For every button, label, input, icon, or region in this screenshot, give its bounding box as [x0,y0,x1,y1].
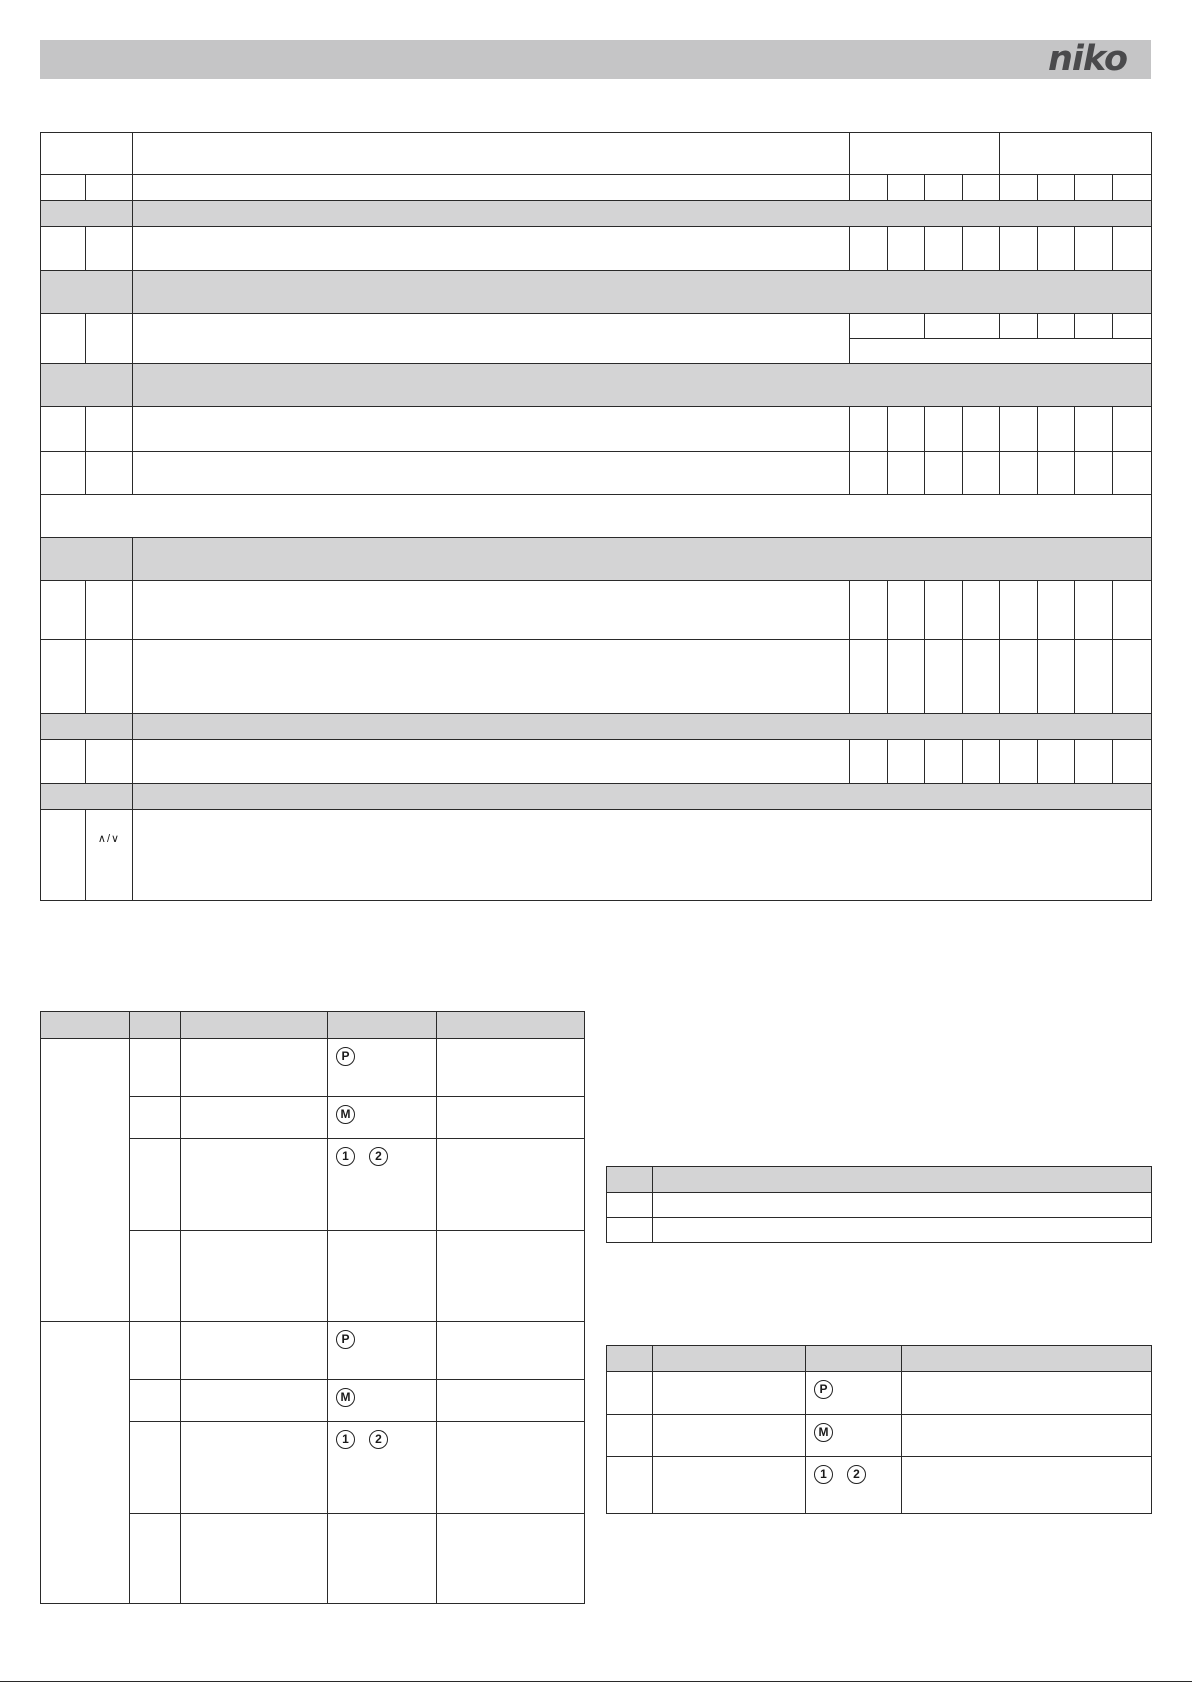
table-row [41,640,1152,714]
main-table [40,132,1152,901]
cell [1000,407,1038,452]
cell [607,1372,653,1415]
cell [925,581,963,640]
table-header-row [41,1012,585,1039]
section-row [41,784,1152,810]
cell [1113,452,1152,495]
cell [963,407,1000,452]
cell [1075,407,1113,452]
cell [41,175,86,201]
cell [41,227,86,271]
cell [1000,581,1038,640]
cell [437,1422,585,1514]
cell [86,581,133,640]
cell [328,1097,437,1139]
cell [1038,581,1075,640]
cell [328,1139,437,1231]
cell [1038,740,1075,784]
cell [1113,640,1152,714]
cell [181,1422,328,1514]
table-row [607,1415,1152,1457]
cell [437,1514,585,1604]
cell [437,1322,585,1380]
cell [1075,740,1113,784]
p-button-icon: P [336,1047,355,1066]
table-row [607,1193,1152,1218]
table-header-row [607,1167,1152,1193]
cell [130,1231,181,1322]
table-row [41,1322,585,1380]
cell [328,1422,437,1514]
cell [607,1218,653,1243]
button-2-icon: 2 [369,1147,388,1166]
header-bar [40,40,1151,79]
header-cell [41,1012,130,1039]
cell [181,1139,328,1231]
cell [850,407,888,452]
cell [130,1422,181,1514]
cell [1000,452,1038,495]
cell [130,1380,181,1422]
cell [86,640,133,714]
cell [41,810,86,901]
cell [1038,407,1075,452]
niko-logo: niko [1048,39,1127,79]
cell [1075,640,1113,714]
cell [437,1380,585,1422]
cell [925,407,963,452]
header-cell [806,1346,902,1372]
table-row [41,407,1152,452]
cell [86,740,133,784]
cell [850,339,1152,364]
cell [328,1231,437,1322]
cell [925,175,963,201]
cell [130,1514,181,1604]
cell [1113,581,1152,640]
cell [653,1415,806,1457]
cell [1075,227,1113,271]
section-cell [41,364,133,407]
section-row [41,714,1152,740]
cell [86,407,133,452]
cell [925,740,963,784]
cell [850,740,888,784]
cell [133,407,850,452]
header-cell [653,1346,806,1372]
right-table-bottom [606,1345,1152,1514]
section-cell [41,538,133,581]
cell [963,227,1000,271]
section-cell [133,784,1152,810]
cell [850,452,888,495]
cell [130,1322,181,1380]
cell [850,640,888,714]
cell [181,1039,328,1097]
cell [607,1415,653,1457]
cell [888,452,925,495]
cell [181,1322,328,1380]
footer-divider [0,1681,1192,1682]
note-row [41,495,1152,538]
table-row [607,1372,1152,1415]
section-cell [133,714,1152,740]
cell [86,452,133,495]
p-button-icon: P [814,1380,833,1399]
cell [806,1415,902,1457]
section-cell [41,201,133,227]
cell [888,175,925,201]
cell [888,407,925,452]
group-cell [41,1322,130,1604]
p-button-icon: P [336,1330,355,1349]
table-header-row [607,1346,1152,1372]
cell [133,175,850,201]
cell [181,1097,328,1139]
cell [181,1231,328,1322]
header-cell [607,1167,653,1193]
cell [607,1457,653,1514]
cell [1075,452,1113,495]
left-table [40,1011,585,1604]
cell [133,581,850,640]
cell [328,1039,437,1097]
cell [1075,314,1113,339]
header-cell [181,1012,328,1039]
section-cell [133,271,1152,314]
section-cell [133,364,1152,407]
table-row [41,581,1152,640]
button-2-icon: 2 [847,1465,866,1484]
cell [607,1193,653,1218]
section-cell [41,271,133,314]
header-cell [653,1167,1152,1193]
cell [1000,740,1038,784]
cell [1000,640,1038,714]
button-1-icon: 1 [336,1147,355,1166]
table-row [41,810,1152,901]
header-cell [41,133,133,175]
cell [41,452,86,495]
header-cell [437,1012,585,1039]
cell [902,1415,1152,1457]
cell [1113,407,1152,452]
cell [806,1457,902,1514]
cell [850,175,888,201]
cell [1000,227,1038,271]
cell [130,1097,181,1139]
cell [328,1380,437,1422]
cell [653,1372,806,1415]
cell [1075,175,1113,201]
m-button-icon: M [336,1105,355,1124]
table-row [607,1457,1152,1514]
cell [888,640,925,714]
cell [850,227,888,271]
cell [1038,175,1075,201]
cell [925,640,963,714]
cell [181,1380,328,1422]
cell [902,1372,1152,1415]
cell [133,640,850,714]
group-cell [41,1039,130,1322]
section-cell [133,201,1152,227]
header-cell [133,133,850,175]
cell [653,1193,1152,1218]
cell [1000,314,1038,339]
cell [963,581,1000,640]
cell [41,581,86,640]
cell [130,1039,181,1097]
section-cell [41,784,133,810]
m-button-icon: M [814,1423,833,1442]
table-row [41,740,1152,784]
cell [1038,227,1075,271]
cell [437,1231,585,1322]
cell [1113,740,1152,784]
cell [133,740,850,784]
section-cell [133,538,1152,581]
cell [437,1139,585,1231]
cell [850,581,888,640]
cell [1113,175,1152,201]
right-table-top [606,1166,1152,1243]
cell [133,227,850,271]
header-cell [607,1346,653,1372]
cell [86,175,133,201]
cell [806,1372,902,1415]
cell [653,1457,806,1514]
table-row [41,452,1152,495]
header-cell [1000,133,1152,175]
cell [653,1218,1152,1243]
header-cell [850,133,1000,175]
cell [963,452,1000,495]
table-row [607,1218,1152,1243]
cell [437,1039,585,1097]
cell [888,740,925,784]
cell [888,581,925,640]
cell [41,740,86,784]
section-row [41,271,1152,314]
cell [1000,175,1038,201]
m-button-icon: M [336,1388,355,1407]
section-row [41,538,1152,581]
cell [1038,314,1075,339]
table-row [41,1039,585,1097]
table-row [41,314,1152,339]
cell [86,314,133,364]
header-cell [328,1012,437,1039]
cell [925,314,1000,339]
cell [133,452,850,495]
button-2-icon: 2 [369,1430,388,1449]
cell [133,810,1152,901]
cell [902,1457,1152,1514]
cell [1075,581,1113,640]
section-cell [41,714,133,740]
table-subheader-row [41,175,1152,201]
button-1-icon: 1 [814,1465,833,1484]
section-row [41,364,1152,407]
button-1-icon: 1 [336,1430,355,1449]
cell [1113,314,1152,339]
cell [1113,227,1152,271]
cell [1038,640,1075,714]
cell [328,1514,437,1604]
cell [1038,452,1075,495]
table-header-row [41,133,1152,175]
cell [181,1514,328,1604]
header-cell [130,1012,181,1039]
cell [963,740,1000,784]
cell [328,1322,437,1380]
up-down-arrows-icon: ∧/∨ [86,810,133,901]
cell [963,175,1000,201]
cell [925,227,963,271]
cell [925,452,963,495]
cell [133,314,850,364]
cell [963,640,1000,714]
cell [850,314,925,339]
cell [41,314,86,364]
cell [130,1139,181,1231]
header-cell [902,1346,1152,1372]
note-cell [41,495,1152,538]
cell [888,227,925,271]
cell [437,1097,585,1139]
section-row [41,201,1152,227]
table-row [41,227,1152,271]
cell [41,640,86,714]
cell [86,227,133,271]
cell [41,407,86,452]
